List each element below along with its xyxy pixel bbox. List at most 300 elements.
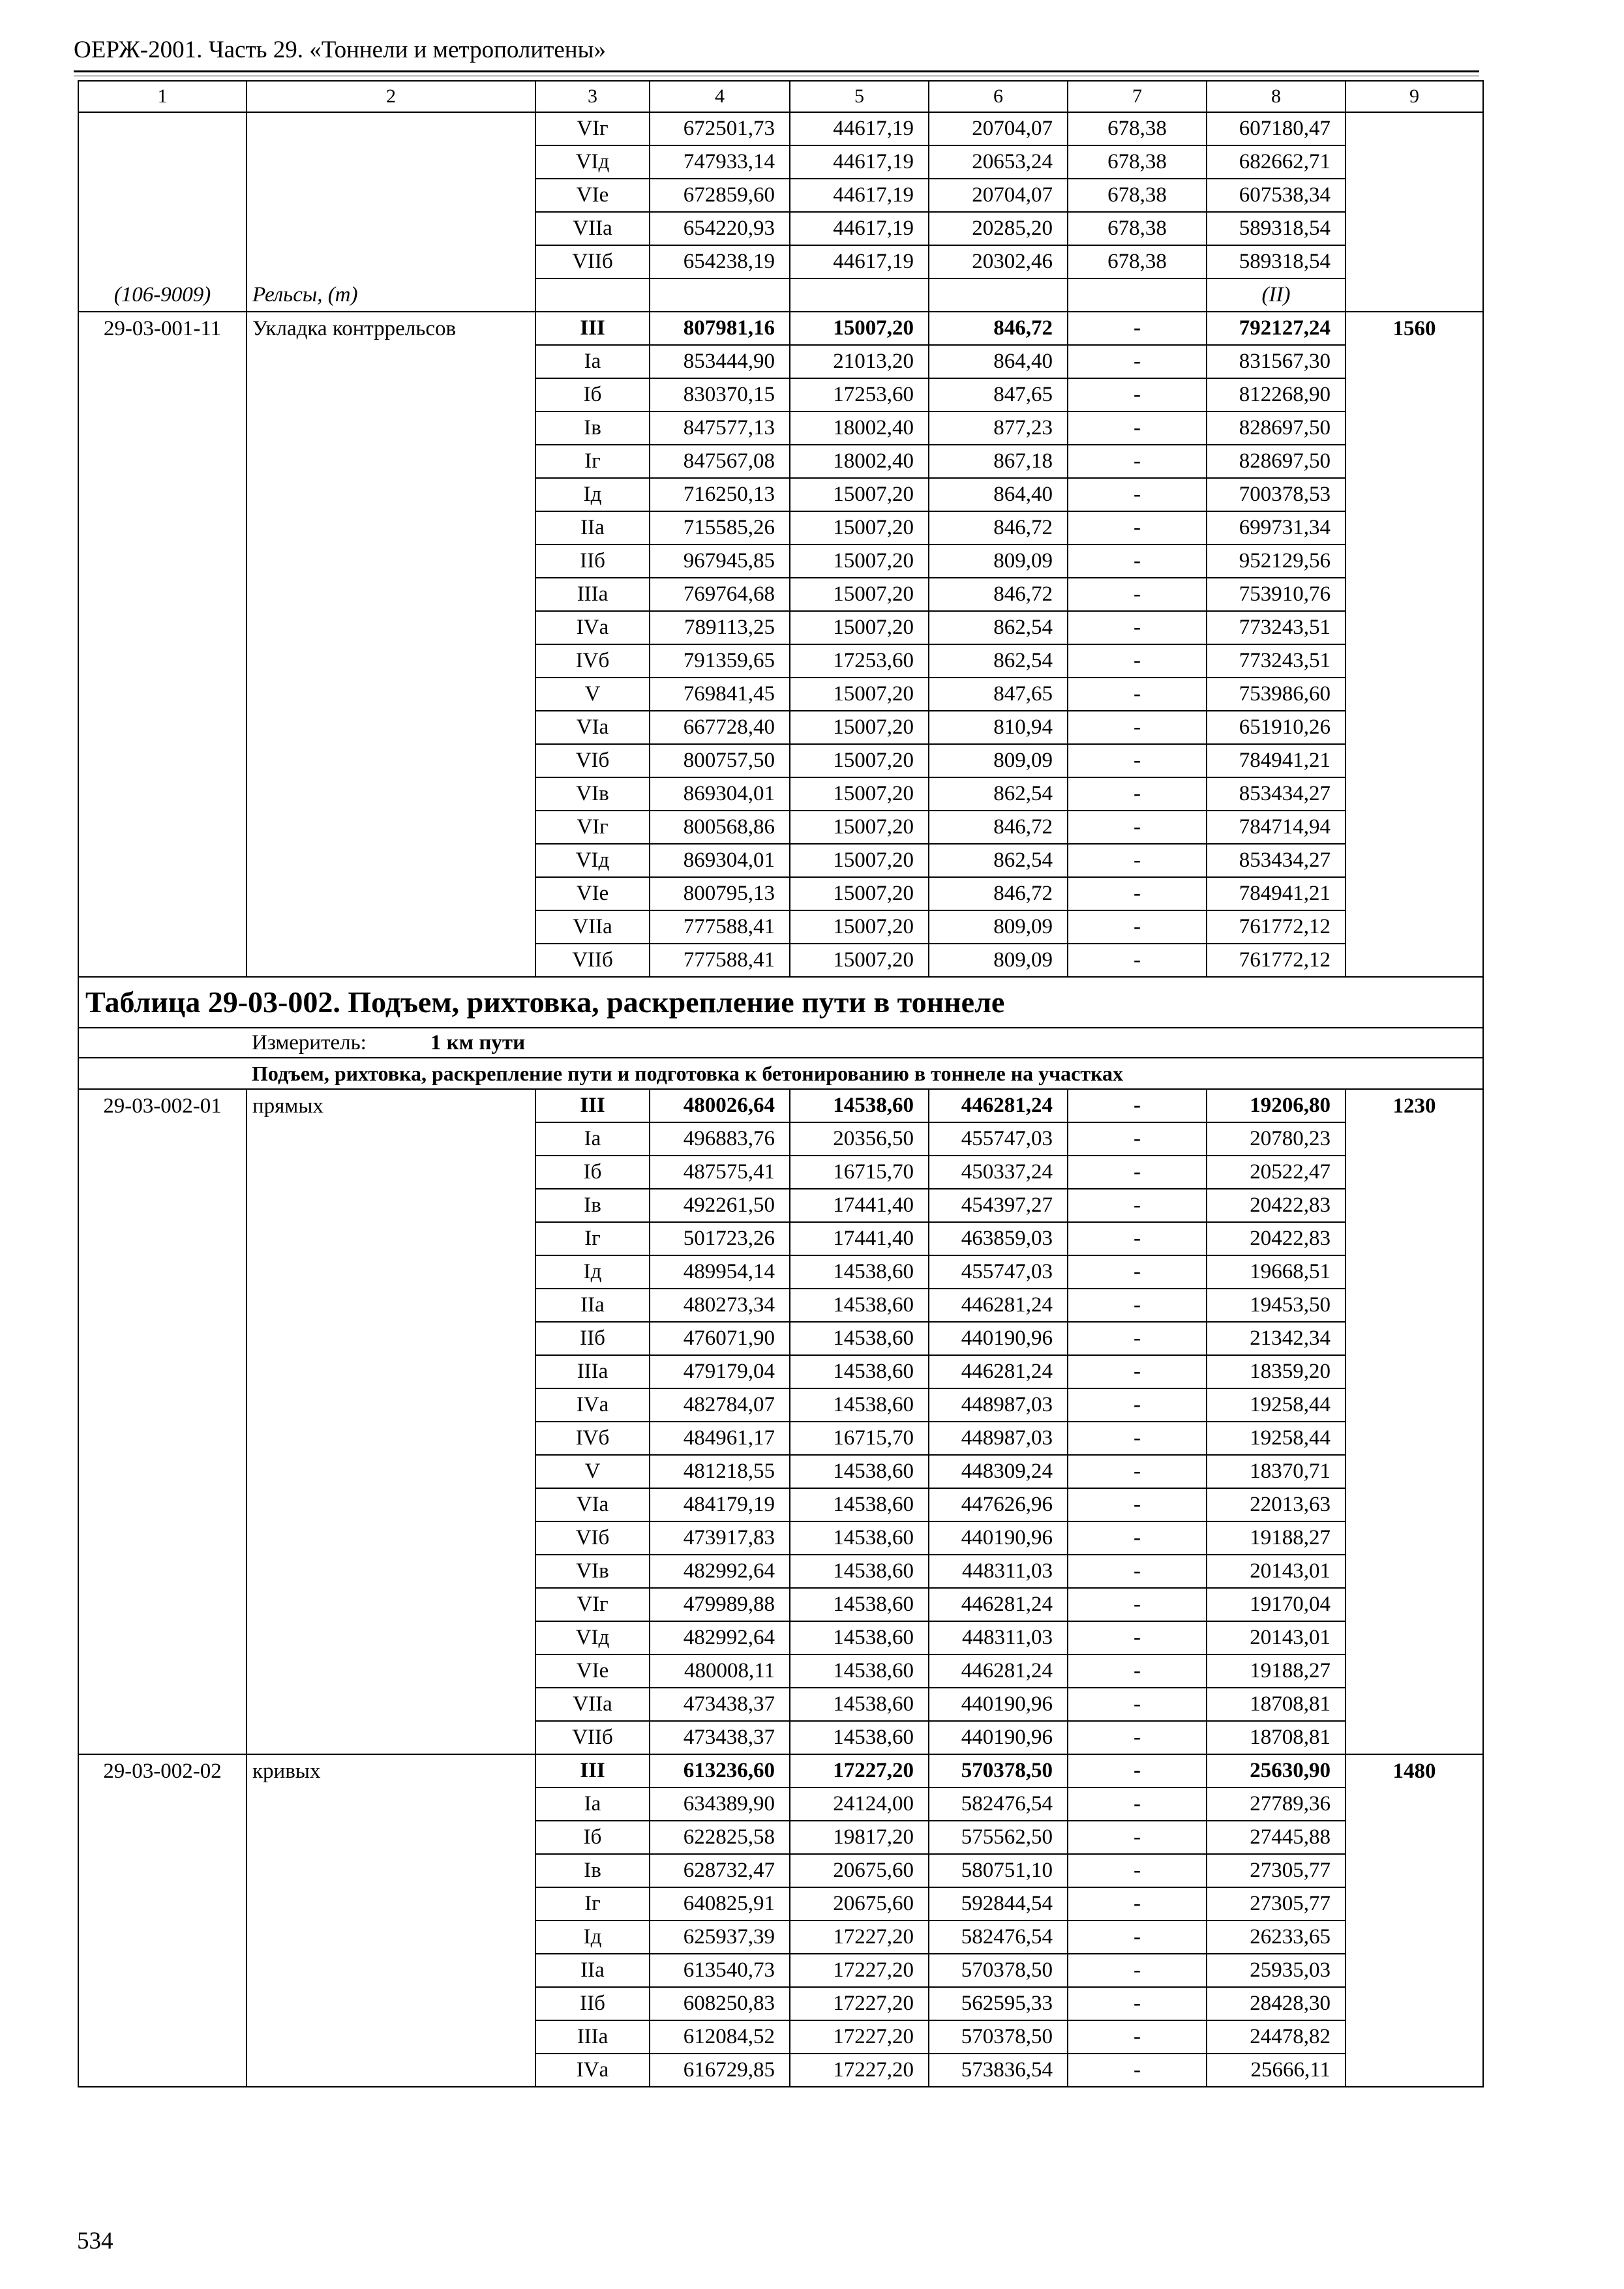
value-cell: 784941,21 <box>1207 877 1346 910</box>
value-cell: 640825,91 <box>650 1887 790 1921</box>
value-cell: 753986,60 <box>1207 678 1346 711</box>
value-cell: 28428,30 <box>1207 1987 1346 2020</box>
value-cell: 20143,01 <box>1207 1621 1346 1654</box>
code-cell <box>78 1488 247 1521</box>
value-cell: 19258,44 <box>1207 1422 1346 1455</box>
zone-cell: Iв <box>535 411 650 445</box>
value-cell: 440190,96 <box>929 1721 1068 1754</box>
value-cell: 450337,24 <box>929 1156 1068 1189</box>
name-cell <box>247 511 535 545</box>
value-cell: - <box>1068 445 1207 478</box>
labor-cell <box>1346 1588 1483 1621</box>
table-row <box>78 678 1483 711</box>
value-cell: 19188,27 <box>1207 1654 1346 1688</box>
value-cell: - <box>1068 644 1207 678</box>
zone-cell: IIб <box>535 545 650 578</box>
value-cell: 654238,19 <box>650 245 790 278</box>
name-cell <box>247 1289 535 1322</box>
value-cell: - <box>1068 1887 1207 1921</box>
column-number: 2 <box>247 81 535 112</box>
value-cell: - <box>1068 1422 1207 1455</box>
value-cell: 20780,23 <box>1207 1122 1346 1156</box>
table-row <box>78 1621 1483 1654</box>
table-row <box>78 2054 1483 2087</box>
value-cell: 480273,34 <box>650 1289 790 1322</box>
name-cell <box>247 944 535 977</box>
table-row <box>78 345 1483 378</box>
labor-cell <box>1346 644 1483 678</box>
value-cell: - <box>1068 811 1207 844</box>
value-cell: - <box>1068 877 1207 910</box>
code-cell <box>78 744 247 777</box>
value-cell: 479179,04 <box>650 1355 790 1388</box>
resource-name: Рельсы, (т) <box>247 278 535 312</box>
value-cell: 800568,86 <box>650 811 790 844</box>
labor-cell <box>1346 777 1483 811</box>
labor-cell <box>1346 278 1483 312</box>
value-cell: 613236,60 <box>650 1754 790 1788</box>
value-cell: - <box>1068 777 1207 811</box>
labor-cell <box>1346 179 1483 212</box>
value-cell: 18370,71 <box>1207 1455 1346 1488</box>
value-cell: 761772,12 <box>1207 944 1346 977</box>
labor-cell <box>1346 1521 1483 1555</box>
labor-cell <box>1346 1289 1483 1322</box>
code-cell <box>78 644 247 678</box>
zone-cell: Iг <box>535 1222 650 1255</box>
name-cell <box>247 1721 535 1754</box>
labor-cell <box>1346 1954 1483 1987</box>
labor-cell <box>1346 378 1483 411</box>
value-cell: 20143,01 <box>1207 1555 1346 1588</box>
labor-cell <box>1346 212 1483 245</box>
value-cell: 447626,96 <box>929 1488 1068 1521</box>
value-cell: 700378,53 <box>1207 478 1346 511</box>
labor-cell <box>1346 1921 1483 1954</box>
name-cell <box>247 811 535 844</box>
name-cell <box>247 1821 535 1854</box>
value-cell: 14538,60 <box>790 1521 929 1555</box>
value-cell: - <box>1068 378 1207 411</box>
value-cell: 682662,71 <box>1207 145 1346 179</box>
value-cell: 24478,82 <box>1207 2020 1346 2054</box>
code-cell <box>78 2054 247 2087</box>
value-cell: 952129,56 <box>1207 545 1346 578</box>
value-cell: 15007,20 <box>790 711 929 744</box>
value-cell: 761772,12 <box>1207 910 1346 944</box>
table-row <box>78 1322 1483 1355</box>
value-cell: 19453,50 <box>1207 1289 1346 1322</box>
name-cell: прямых <box>247 1089 535 1122</box>
zone-cell: VIа <box>535 1488 650 1521</box>
value-cell: 482784,07 <box>650 1388 790 1422</box>
value-cell: 678,38 <box>1068 112 1207 145</box>
measure-row <box>78 1028 1483 1058</box>
value-cell: 792127,24 <box>1207 312 1346 345</box>
value-cell: 18002,40 <box>790 411 929 445</box>
code-cell <box>78 1788 247 1821</box>
measure-cell <box>78 1028 1483 1058</box>
table-row <box>78 1588 1483 1621</box>
code-cell <box>78 1954 247 1987</box>
column-number: 8 <box>1207 81 1346 112</box>
value-cell: 448309,24 <box>929 1455 1068 1488</box>
value-cell: 446281,24 <box>929 1089 1068 1122</box>
code-cell <box>78 179 247 212</box>
value-cell: 812268,90 <box>1207 378 1346 411</box>
value-cell: - <box>1068 1255 1207 1289</box>
value-cell: 15007,20 <box>790 877 929 910</box>
value-cell: 440190,96 <box>929 1688 1068 1721</box>
code-cell <box>78 1721 247 1754</box>
value-cell: - <box>1068 511 1207 545</box>
code-cell <box>78 1987 247 2020</box>
value-cell: - <box>1068 545 1207 578</box>
value-cell: - <box>1068 1754 1207 1788</box>
code-cell <box>78 877 247 910</box>
section-heading-row <box>78 1058 1483 1089</box>
table-row <box>78 478 1483 511</box>
code-cell <box>78 1854 247 1887</box>
code-cell <box>78 1322 247 1355</box>
value-cell: 19206,80 <box>1207 1089 1346 1122</box>
name-cell <box>247 910 535 944</box>
value-cell: 809,09 <box>929 744 1068 777</box>
value-cell: - <box>1068 1821 1207 1854</box>
value-cell: 846,72 <box>929 511 1068 545</box>
value-cell: 867,18 <box>929 445 1068 478</box>
value-cell: 613540,73 <box>650 1954 790 1987</box>
table-row <box>78 1089 1483 1122</box>
value-cell: - <box>1068 1222 1207 1255</box>
value-cell: 19258,44 <box>1207 1388 1346 1422</box>
zone-cell: Iд <box>535 1255 650 1289</box>
value-cell: - <box>1068 1156 1207 1189</box>
value-cell: 580751,10 <box>929 1854 1068 1887</box>
value-cell: - <box>1068 844 1207 877</box>
code-cell: 29-03-002-02 <box>78 1754 247 1788</box>
value-cell: 654220,93 <box>650 212 790 245</box>
value-cell: 448987,03 <box>929 1388 1068 1422</box>
table-row <box>78 1455 1483 1488</box>
value-cell: 27789,36 <box>1207 1788 1346 1821</box>
table-row <box>78 1688 1483 1721</box>
labor-cell <box>1346 1688 1483 1721</box>
zone-cell: IIа <box>535 1954 650 1987</box>
value-cell: 831567,30 <box>1207 345 1346 378</box>
value-cell: 25630,90 <box>1207 1754 1346 1788</box>
value-cell: 473438,37 <box>650 1721 790 1754</box>
value-cell: 479989,88 <box>650 1588 790 1621</box>
value-cell: 487575,41 <box>650 1156 790 1189</box>
labor-cell <box>1346 811 1483 844</box>
value-cell: 847577,13 <box>650 411 790 445</box>
value-cell: 862,54 <box>929 777 1068 811</box>
labor-cell <box>1346 1788 1483 1821</box>
labor-cell <box>1346 1355 1483 1388</box>
name-cell <box>247 1788 535 1821</box>
name-cell <box>247 1388 535 1422</box>
name-cell <box>247 345 535 378</box>
value-cell: 17253,60 <box>790 378 929 411</box>
zone-cell: IVа <box>535 2054 650 2087</box>
name-cell <box>247 1887 535 1921</box>
table-title: Таблица 29-03-002. Подъем, рихтовка, раскрепление пути в тоннеле <box>78 977 1483 1028</box>
table-row <box>78 445 1483 478</box>
labor-cell: 1480 <box>1346 1754 1483 1788</box>
name-cell <box>247 245 535 278</box>
value-cell: 791359,65 <box>650 644 790 678</box>
value-cell: 967945,85 <box>650 545 790 578</box>
name-cell <box>247 877 535 910</box>
value-cell: 16715,70 <box>790 1422 929 1455</box>
name-cell <box>247 711 535 744</box>
labor-cell <box>1346 1156 1483 1189</box>
value-cell: 14538,60 <box>790 1388 929 1422</box>
table-row <box>78 1521 1483 1555</box>
value-cell: 15007,20 <box>790 910 929 944</box>
name-cell <box>247 145 535 179</box>
value-cell: 14538,60 <box>790 1255 929 1289</box>
zone-cell: IVа <box>535 611 650 644</box>
value-cell: 582476,54 <box>929 1788 1068 1821</box>
value-cell: 809,09 <box>929 944 1068 977</box>
column-number: 1 <box>78 81 247 112</box>
value-cell: - <box>1068 1987 1207 2020</box>
table-row <box>78 1721 1483 1754</box>
value-cell: - <box>1068 1189 1207 1222</box>
labor-cell <box>1346 1721 1483 1754</box>
name-cell <box>247 1521 535 1555</box>
value-cell: - <box>1068 678 1207 711</box>
name-cell <box>247 644 535 678</box>
value-cell <box>929 278 1068 312</box>
value-cell: 454397,27 <box>929 1189 1068 1222</box>
labor-cell <box>1346 511 1483 545</box>
code-cell <box>78 944 247 977</box>
zone-cell: Iв <box>535 1189 650 1222</box>
labor-cell <box>1346 1654 1483 1688</box>
value-cell: 589318,54 <box>1207 212 1346 245</box>
value-cell: 773243,51 <box>1207 611 1346 644</box>
labor-cell: 1560 <box>1346 312 1483 345</box>
value-cell: 612084,52 <box>650 2020 790 2054</box>
code-cell <box>78 1921 247 1954</box>
labor-cell <box>1346 1255 1483 1289</box>
value-cell: 747933,14 <box>650 145 790 179</box>
code-cell <box>78 212 247 245</box>
value-cell <box>790 278 929 312</box>
value-cell: 20704,07 <box>929 112 1068 145</box>
zone-cell: VIд <box>535 844 650 877</box>
zone-cell: VIIа <box>535 212 650 245</box>
name-cell <box>247 411 535 445</box>
value-cell: 678,38 <box>1068 145 1207 179</box>
table-row <box>78 844 1483 877</box>
value-cell: 492261,50 <box>650 1189 790 1222</box>
labor-cell <box>1346 112 1483 145</box>
value-cell: 672501,73 <box>650 112 790 145</box>
zone-cell: IIIа <box>535 578 650 611</box>
labor-cell <box>1346 910 1483 944</box>
value-cell: - <box>1068 578 1207 611</box>
value-cell: 846,72 <box>929 312 1068 345</box>
value-cell: - <box>1068 1122 1207 1156</box>
value-cell: 828697,50 <box>1207 411 1346 445</box>
value-cell: 44617,19 <box>790 145 929 179</box>
name-cell <box>247 1621 535 1654</box>
zone-cell: VIв <box>535 777 650 811</box>
value-cell: 777588,41 <box>650 944 790 977</box>
value-cell: - <box>1068 1788 1207 1821</box>
value-cell: 44617,19 <box>790 212 929 245</box>
value-cell: - <box>1068 910 1207 944</box>
table-row <box>78 1921 1483 1954</box>
zone-cell: IIIа <box>535 2020 650 2054</box>
value-cell: 25666,11 <box>1207 2054 1346 2087</box>
code-cell <box>78 411 247 445</box>
value-cell: 14538,60 <box>790 1555 929 1588</box>
value-cell: - <box>1068 1588 1207 1621</box>
code-cell <box>78 345 247 378</box>
value-cell: - <box>1068 1654 1207 1688</box>
labor-cell <box>1346 611 1483 644</box>
value-cell: 448987,03 <box>929 1422 1068 1455</box>
name-cell <box>247 1322 535 1355</box>
value-cell: 608250,83 <box>650 1987 790 2020</box>
name-cell <box>247 545 535 578</box>
code-cell <box>78 2020 247 2054</box>
table-row <box>78 1289 1483 1322</box>
zone-cell: Iа <box>535 1122 650 1156</box>
zone-cell: VIд <box>535 145 650 179</box>
name-cell <box>247 2054 535 2087</box>
table-row <box>78 411 1483 445</box>
value-cell: 699731,34 <box>1207 511 1346 545</box>
code-cell <box>78 1621 247 1654</box>
column-number: 4 <box>650 81 790 112</box>
labor-cell <box>1346 1887 1483 1921</box>
value-cell: 19817,20 <box>790 1821 929 1854</box>
value-cell: 616729,85 <box>650 2054 790 2087</box>
name-cell <box>247 378 535 411</box>
value-cell: 484179,19 <box>650 1488 790 1521</box>
zone-cell: VIб <box>535 1521 650 1555</box>
labor-cell <box>1346 2054 1483 2087</box>
value-cell: 14538,60 <box>790 1089 929 1122</box>
name-cell <box>247 1921 535 1954</box>
table-row <box>78 1255 1483 1289</box>
value-cell: 476071,90 <box>650 1322 790 1355</box>
value-cell: 482992,64 <box>650 1555 790 1588</box>
value-cell: 15007,20 <box>790 811 929 844</box>
labor-cell <box>1346 1189 1483 1222</box>
zone-cell: VIг <box>535 1588 650 1621</box>
value-cell: 20422,83 <box>1207 1222 1346 1255</box>
value-cell: - <box>1068 2054 1207 2087</box>
value-cell: 17441,40 <box>790 1222 929 1255</box>
value-cell: 25935,03 <box>1207 1954 1346 1987</box>
column-number: 7 <box>1068 81 1207 112</box>
value-cell: 846,72 <box>929 877 1068 910</box>
code-cell <box>78 1156 247 1189</box>
value-cell: 17227,20 <box>790 1754 929 1788</box>
table-row <box>78 1388 1483 1422</box>
code-cell <box>78 1222 247 1255</box>
value-cell: 448311,03 <box>929 1621 1068 1654</box>
value-cell: 809,09 <box>929 545 1068 578</box>
value-cell: 14538,60 <box>790 1289 929 1322</box>
value-cell: - <box>1068 1289 1207 1322</box>
value-cell: 15007,20 <box>790 777 929 811</box>
table-title-row <box>78 977 1483 1028</box>
value-cell: 777588,41 <box>650 910 790 944</box>
table-row <box>78 545 1483 578</box>
table-row <box>78 711 1483 744</box>
table-row <box>78 1122 1483 1156</box>
table-row <box>78 1156 1483 1189</box>
value-cell: 16715,70 <box>790 1156 929 1189</box>
table-row <box>78 1654 1483 1688</box>
zone-cell: Iг <box>535 445 650 478</box>
table-row <box>78 145 1483 179</box>
column-number: 9 <box>1346 81 1483 112</box>
zone-cell: IIб <box>535 1987 650 2020</box>
code-cell <box>78 445 247 478</box>
table-row <box>78 1987 1483 2020</box>
value-cell: - <box>1068 1688 1207 1721</box>
value-cell: - <box>1068 345 1207 378</box>
value-cell: - <box>1068 711 1207 744</box>
code-cell <box>78 1555 247 1588</box>
value-cell: 484961,17 <box>650 1422 790 1455</box>
table-row <box>78 777 1483 811</box>
value-cell: 869304,01 <box>650 777 790 811</box>
code-cell <box>78 777 247 811</box>
value-cell: 869304,01 <box>650 844 790 877</box>
zone-cell: Iв <box>535 1854 650 1887</box>
zone-cell: VIIа <box>535 1688 650 1721</box>
zone-cell: VIIа <box>535 910 650 944</box>
table-row <box>78 1422 1483 1455</box>
code-cell <box>78 1189 247 1222</box>
value-cell: - <box>1068 1854 1207 1887</box>
value-cell: 448311,03 <box>929 1555 1068 1588</box>
zone-cell: IVа <box>535 1388 650 1422</box>
value-cell: 15007,20 <box>790 944 929 977</box>
code-cell <box>78 112 247 145</box>
value-cell: 17227,20 <box>790 1954 929 1987</box>
value-cell: 672859,60 <box>650 179 790 212</box>
name-cell <box>247 744 535 777</box>
code-cell <box>78 1388 247 1422</box>
value-cell: 784714,94 <box>1207 811 1346 844</box>
table-row <box>78 1754 1483 1788</box>
labor-cell <box>1346 1987 1483 2020</box>
value-cell: 17441,40 <box>790 1189 929 1222</box>
name-cell <box>247 1488 535 1521</box>
value-cell: 625937,39 <box>650 1921 790 1954</box>
value-cell: 634389,90 <box>650 1788 790 1821</box>
value-cell: 17227,20 <box>790 2054 929 2087</box>
value-cell: 847567,08 <box>650 445 790 478</box>
value-cell: 463859,03 <box>929 1222 1068 1255</box>
labor-cell <box>1346 2020 1483 2054</box>
code-cell <box>78 478 247 511</box>
table-row <box>78 1788 1483 1821</box>
name-cell <box>247 1555 535 1588</box>
zone-cell: VIIб <box>535 944 650 977</box>
